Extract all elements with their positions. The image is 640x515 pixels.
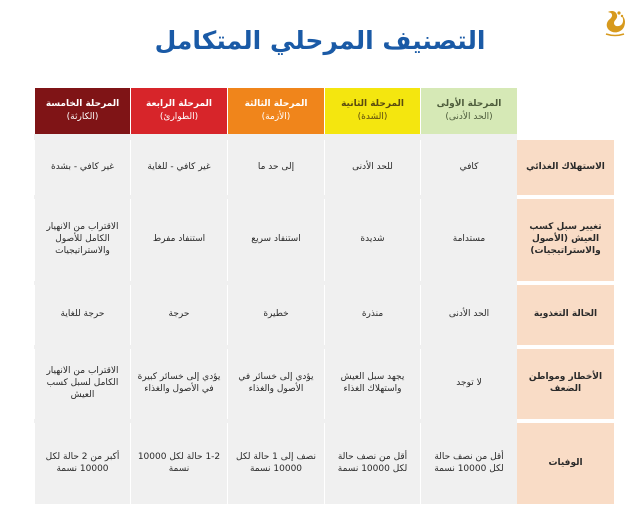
row-label-food-consumption: الاستهلاك الغذائي (517, 140, 614, 195)
table-cell: منذرة (324, 285, 420, 345)
table-cell: يجهد سبل العيش واستهلاك الغذاء (324, 349, 420, 419)
table-cell: استنفاد مفرط (130, 199, 227, 281)
row-label-hazards-vulnerability: الأخطار ومواطن الضعف (517, 349, 614, 419)
phase-header-5 (34, 88, 130, 134)
table-cell: يؤدي إلى خسائر في الأصول والغذاء (227, 349, 324, 419)
row-label-nutrition-status: الحالة التغذوية (517, 285, 614, 345)
row-label-livelihood-change: تغيير سبل كسب العيش (الأصول والاستراتيجيات) (517, 199, 614, 281)
table-cell: لا توجد (420, 349, 517, 419)
table-cell: غير كافي - بشدة (34, 140, 130, 195)
table-cell: حرجة (130, 285, 227, 345)
table-cell: شديدة (324, 199, 420, 281)
phase-subtitle: (الطوارئ) (159, 112, 199, 122)
table-cell: أقل من نصف حالة لكل 10000 نسمة (324, 423, 420, 504)
phase-subtitle: (الحد الأدنى) (445, 112, 493, 122)
page-title: التصنيف المرحلي المتكامل (154, 26, 486, 55)
phase-name: المرحلة الرابعة (146, 98, 212, 109)
table-cell: استنفاد سريع (227, 199, 324, 281)
phase-subtitle: (الكارثة) (66, 112, 99, 122)
phase-header-1 (420, 88, 517, 134)
table-cell: إلى حد ما (227, 140, 324, 195)
phase-name: المرحلة الأولى (436, 98, 502, 109)
phase-subtitle: (الأزمة) (261, 112, 291, 122)
table-cell: يؤدي إلى خسائر كبيرة في الأصول والغذاء (130, 349, 227, 419)
table-cell: للحد الأدنى (324, 140, 420, 195)
table-cell: 1-2 حالة لكل 10000 نسمة (130, 423, 227, 504)
table-cell: أكبر من 2 حالة لكل 10000 نسمة (34, 423, 130, 504)
phase-name: المرحلة الثانية (341, 98, 404, 109)
phase-header-3 (227, 88, 324, 134)
table-cell: أقل من نصف حالة لكل 10000 نسمة (420, 423, 517, 504)
table-cell: مستدامة (420, 199, 517, 281)
table-cell: الاقتراب من الانهيار الكامل للأصول والاستراتيجيات (34, 199, 130, 281)
table-cell: حرجة للغاية (34, 285, 130, 345)
table-cell: الاقتراب من الانهيار الكامل لسبل كسب العيش (34, 349, 130, 419)
phase-header-2 (324, 88, 420, 134)
table-cell: نصف إلى 1 حالة لكل 10000 نسمة (227, 423, 324, 504)
table-cell: كافي (420, 140, 517, 195)
table-cell: غير كافي - للغاية (130, 140, 227, 195)
table-cell: خطيرة (227, 285, 324, 345)
table-cell: الحد الأدنى (420, 285, 517, 345)
ipc-table (26, 88, 614, 508)
table-corner (517, 88, 614, 134)
phase-name: المرحلة الخامسة (45, 98, 120, 109)
phase-name: المرحلة الثالثة (244, 98, 308, 109)
row-label-mortality: الوفيات (517, 423, 614, 504)
phase-header-4 (130, 88, 227, 134)
phase-subtitle: (الشدة) (357, 112, 388, 122)
